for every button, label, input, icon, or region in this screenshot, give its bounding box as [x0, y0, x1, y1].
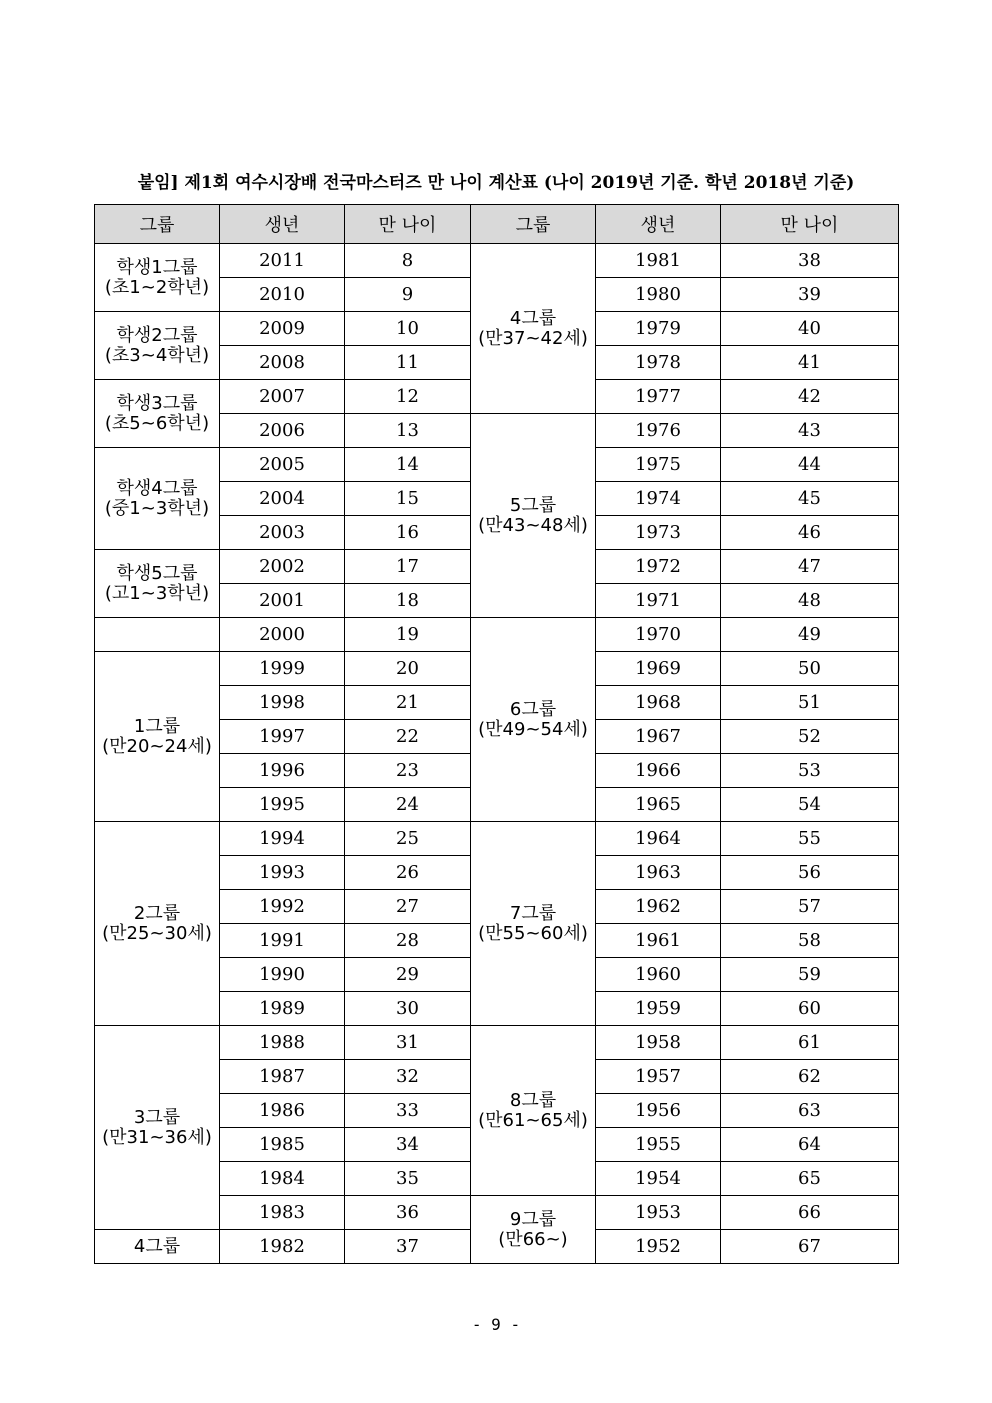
birth-year-cell: 1961	[596, 924, 721, 958]
birth-year-cell: 1976	[596, 414, 721, 448]
birth-year-cell: 1971	[596, 584, 721, 618]
birth-year-cell: 1966	[596, 754, 721, 788]
age-cell: 30	[345, 992, 471, 1026]
age-cell: 13	[345, 414, 471, 448]
header-group: 그룹	[95, 205, 220, 244]
age-cell: 42	[721, 380, 899, 414]
birth-year-cell: 2005	[220, 448, 345, 482]
age-cell: 31	[345, 1026, 471, 1060]
group-empty-cell	[95, 618, 220, 652]
birth-year-cell: 1999	[220, 652, 345, 686]
birth-year-cell: 1998	[220, 686, 345, 720]
birth-year-cell: 1977	[596, 380, 721, 414]
age-cell: 18	[345, 584, 471, 618]
birth-year-cell: 1975	[596, 448, 721, 482]
birth-year-cell: 1968	[596, 686, 721, 720]
birth-year-cell: 1969	[596, 652, 721, 686]
age-cell: 52	[721, 720, 899, 754]
birth-year-cell: 1991	[220, 924, 345, 958]
age-cell: 27	[345, 890, 471, 924]
age-cell: 14	[345, 448, 471, 482]
birth-year-cell: 1962	[596, 890, 721, 924]
birth-year-cell: 1979	[596, 312, 721, 346]
birth-year-cell: 2002	[220, 550, 345, 584]
group-student-3: 학생3그룹 (초5~6학년)	[95, 380, 220, 448]
age-cell: 46	[721, 516, 899, 550]
table-row	[95, 244, 899, 278]
age-cell: 61	[721, 1026, 899, 1060]
birth-year-cell: 1970	[596, 618, 721, 652]
group-student-5: 학생5그룹 (고1~3학년)	[95, 550, 220, 618]
birth-year-cell: 1959	[596, 992, 721, 1026]
age-cell: 32	[345, 1060, 471, 1094]
birth-year-cell: 2004	[220, 482, 345, 516]
age-cell: 65	[721, 1162, 899, 1196]
group-4-right: 4그룹 (만37~42세)	[471, 244, 596, 414]
header-birth-year: 생년	[220, 205, 345, 244]
age-cell: 15	[345, 482, 471, 516]
age-cell: 59	[721, 958, 899, 992]
group-student-1: 학생1그룹 (초1~2학년)	[95, 244, 220, 312]
age-cell: 47	[721, 550, 899, 584]
age-cell: 45	[721, 482, 899, 516]
age-cell: 35	[345, 1162, 471, 1196]
birth-year-cell: 2001	[220, 584, 345, 618]
age-cell: 54	[721, 788, 899, 822]
birth-year-cell: 1983	[220, 1196, 345, 1230]
age-cell: 28	[345, 924, 471, 958]
birth-year-cell: 1987	[220, 1060, 345, 1094]
group-2: 2그룹 (만25~30세)	[95, 822, 220, 1026]
birth-year-cell: 1982	[220, 1230, 345, 1264]
birth-year-cell: 1963	[596, 856, 721, 890]
age-cell: 37	[345, 1230, 471, 1264]
birth-year-cell: 2000	[220, 618, 345, 652]
age-cell: 43	[721, 414, 899, 448]
group-6-right: 6그룹 (만49~54세)	[471, 618, 596, 822]
birth-year-cell: 1994	[220, 822, 345, 856]
birth-year-cell: 1956	[596, 1094, 721, 1128]
birth-year-cell: 2009	[220, 312, 345, 346]
birth-year-cell: 1974	[596, 482, 721, 516]
birth-year-cell: 1965	[596, 788, 721, 822]
birth-year-cell: 2011	[220, 244, 345, 278]
group-student-4: 학생4그룹 (중1~3학년)	[95, 448, 220, 550]
age-cell: 48	[721, 584, 899, 618]
birth-year-cell: 1997	[220, 720, 345, 754]
birth-year-cell: 1988	[220, 1026, 345, 1060]
birth-year-cell: 2008	[220, 346, 345, 380]
birth-year-cell: 1953	[596, 1196, 721, 1230]
age-cell: 58	[721, 924, 899, 958]
age-cell: 8	[345, 244, 471, 278]
age-cell: 33	[345, 1094, 471, 1128]
header-birth-year: 생년	[596, 205, 721, 244]
birth-year-cell: 1972	[596, 550, 721, 584]
header-age: 만 나이	[721, 205, 899, 244]
age-cell: 50	[721, 652, 899, 686]
age-cell: 24	[345, 788, 471, 822]
birth-year-cell: 1957	[596, 1060, 721, 1094]
age-cell: 44	[721, 448, 899, 482]
age-cell: 53	[721, 754, 899, 788]
age-cell: 17	[345, 550, 471, 584]
birth-year-cell: 1978	[596, 346, 721, 380]
group-4-left: 4그룹	[95, 1230, 220, 1264]
birth-year-cell: 1958	[596, 1026, 721, 1060]
table-row	[95, 618, 899, 652]
group-3: 3그룹 (만31~36세)	[95, 1026, 220, 1230]
age-cell: 56	[721, 856, 899, 890]
group-1: 1그룹 (만20~24세)	[95, 652, 220, 822]
age-cell: 55	[721, 822, 899, 856]
age-cell: 57	[721, 890, 899, 924]
birth-year-cell: 2010	[220, 278, 345, 312]
age-cell: 25	[345, 822, 471, 856]
age-cell: 39	[721, 278, 899, 312]
age-cell: 64	[721, 1128, 899, 1162]
table-row	[95, 822, 899, 856]
birth-year-cell: 1984	[220, 1162, 345, 1196]
group-9-right: 9그룹 (만66~)	[471, 1196, 596, 1264]
age-cell: 36	[345, 1196, 471, 1230]
birth-year-cell: 1996	[220, 754, 345, 788]
age-cell: 34	[345, 1128, 471, 1162]
table-header-row	[95, 205, 899, 244]
birth-year-cell: 1952	[596, 1230, 721, 1264]
age-cell: 60	[721, 992, 899, 1026]
age-cell: 51	[721, 686, 899, 720]
birth-year-cell: 1980	[596, 278, 721, 312]
age-cell: 21	[345, 686, 471, 720]
birth-year-cell: 2003	[220, 516, 345, 550]
group-8-right: 8그룹 (만61~65세)	[471, 1026, 596, 1196]
birth-year-cell: 1964	[596, 822, 721, 856]
age-cell: 63	[721, 1094, 899, 1128]
header-group: 그룹	[471, 205, 596, 244]
birth-year-cell: 1960	[596, 958, 721, 992]
birth-year-cell: 1992	[220, 890, 345, 924]
birth-year-cell: 1985	[220, 1128, 345, 1162]
age-cell: 41	[721, 346, 899, 380]
birth-year-cell: 1973	[596, 516, 721, 550]
page-number: - 9 -	[471, 1315, 521, 1334]
age-cell: 67	[721, 1230, 899, 1264]
age-cell: 26	[345, 856, 471, 890]
header-age: 만 나이	[345, 205, 471, 244]
age-calculation-table	[94, 204, 899, 1264]
birth-year-cell: 2006	[220, 414, 345, 448]
birth-year-cell: 1990	[220, 958, 345, 992]
birth-year-cell: 1967	[596, 720, 721, 754]
age-cell: 19	[345, 618, 471, 652]
birth-year-cell: 1981	[596, 244, 721, 278]
age-cell: 10	[345, 312, 471, 346]
age-cell: 22	[345, 720, 471, 754]
age-cell: 12	[345, 380, 471, 414]
age-cell: 20	[345, 652, 471, 686]
age-cell: 16	[345, 516, 471, 550]
group-student-2: 학생2그룹 (초3~4학년)	[95, 312, 220, 380]
birth-year-cell: 2007	[220, 380, 345, 414]
age-cell: 62	[721, 1060, 899, 1094]
document-title: 붙임] 제1회 여수시장배 전국마스터즈 만 나이 계산표 (나이 2019년 기준. 학년 2018년 기준)	[137, 173, 855, 193]
age-cell: 11	[345, 346, 471, 380]
age-cell: 49	[721, 618, 899, 652]
age-cell: 66	[721, 1196, 899, 1230]
group-5-right: 5그룹 (만43~48세)	[471, 414, 596, 618]
age-cell: 23	[345, 754, 471, 788]
table-row	[95, 1026, 899, 1060]
birth-year-cell: 1993	[220, 856, 345, 890]
age-cell: 40	[721, 312, 899, 346]
age-cell: 29	[345, 958, 471, 992]
group-7-right: 7그룹 (만55~60세)	[471, 822, 596, 1026]
age-cell: 9	[345, 278, 471, 312]
birth-year-cell: 1954	[596, 1162, 721, 1196]
birth-year-cell: 1995	[220, 788, 345, 822]
age-cell: 38	[721, 244, 899, 278]
birth-year-cell: 1989	[220, 992, 345, 1026]
birth-year-cell: 1955	[596, 1128, 721, 1162]
birth-year-cell: 1986	[220, 1094, 345, 1128]
